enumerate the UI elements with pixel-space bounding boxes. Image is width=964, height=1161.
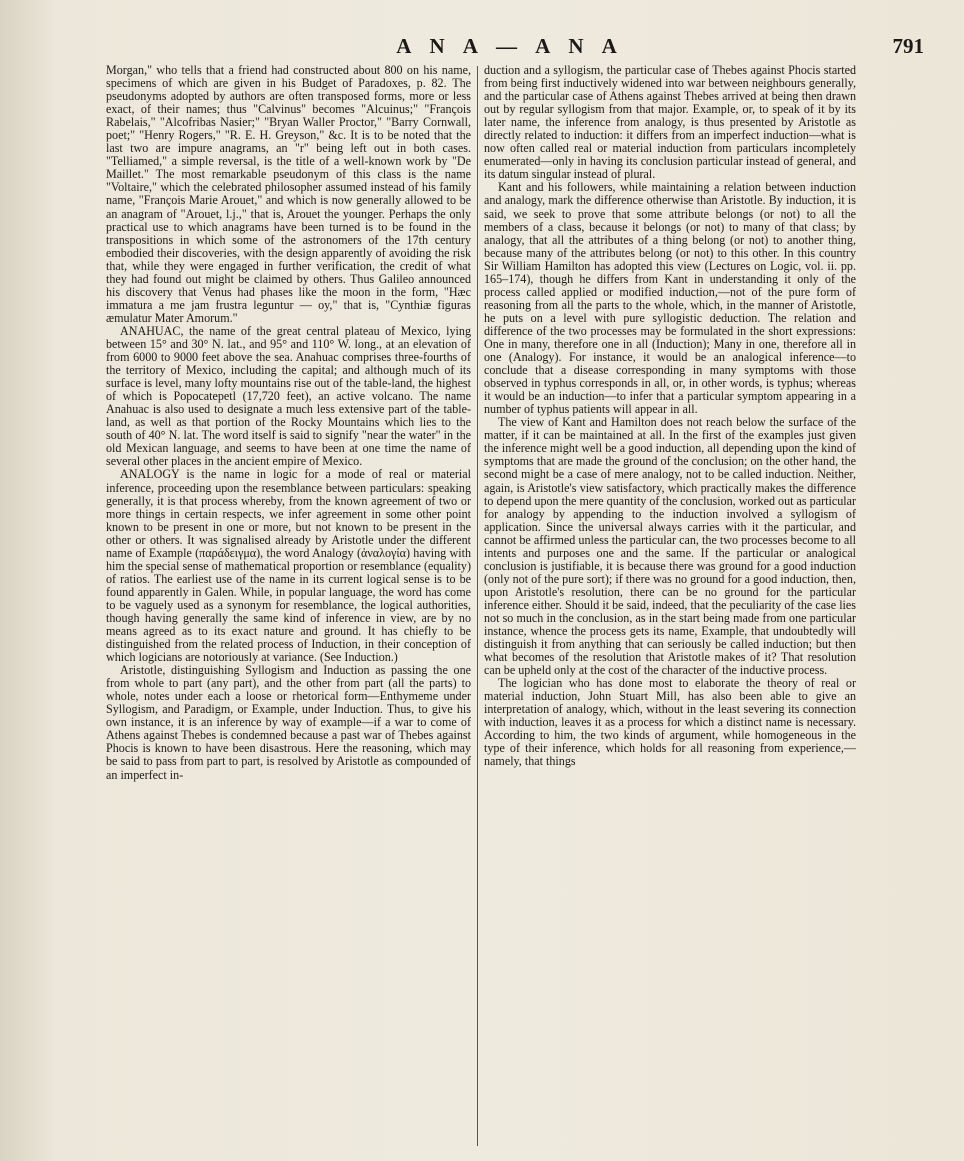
paragraph-induction-continued: duction and a syllogism, the particular case of Thebes against Phocis started from being first inductively widened into war between neighbours generally, and the particular case of Athens against Thebes arrived at being then drawn out by regular syllogism from that major. Example, or, to speak of it by its later name, the inference from analogy, is thus presented by Aristotle as directly related to induction: it differs from an imperfect induction—what is now often called real or material induction from particulars incompletely enumerated—only in having its conclusion particular instead of general, and its datum singular instead of plural.: [484, 64, 856, 182]
entry-analogy: ANALOGY is the name in logic for a mode of real or material inference, proceeding upon the resemblance between particulars: speaking generally, it is that process whereby, from the known agreement of two or more things in certain respects, we infer agreement in some other point known to be present in one or more, but not known to be present in the other or others. It was signalised already by Aristotle under the different name of Example (παράδειγμα), the word Analogy (ἀναλογία) having with him the special sense of mathematical proportion or resemblance (equality) of ratios. The earliest use of the name in its current logical sense is to be found apparently in Galen. While, in popular language, the word has come to be vaguely used as a synonym for resemblance, the logical authorities, though having generally the same kind of inference in view, are by no means agreed as to its exact nature and ground. It has chiefly to be distinguished from the related process of Induction, in their conception of which logicians are notoriously at variance. (See Induction.): [106, 467, 471, 665]
running-header: [96, 30, 924, 64]
column-divider: [477, 66, 478, 1146]
paragraph-kant-hamilton-view: The view of Kant and Hamilton does not reach below the surface of the matter, if it can be maintained at all. In the first of the examples just given the inference might well be a good induction, all depending upon the kind of symptoms that are made the ground of the conclusion; on the other hand, the second might be a case of mere analogy, not to be called induction. Neither, again, is Aristotle's view satisfactory, which practically makes the difference to depend upon the mere quantity of the conclusion, worked out as particular for analogy by appending to the induction involved a syllogism of application. Since the universal always carries with it the particular, and cannot be affirmed unless the particular can, the two processes become to all intents and purposes one and the same. If the particular or analogical conclusion is justifiable, it is because there was ground for a good induction (only not of the pure sort); if there was no ground for a good induction, then, upon Aristotle's resolution, there can be no ground for the particular inference either. Should it be said, indeed, that the peculiarity of the case lies not so much in the conclusion, as in the start being made from one particular instance, whence the process gets its name, Example, that undoubtedly will distinguish it from anything that can seriously be called induction; but then what becomes of the resolution that Aristotle makes of it? That resolution can be upheld only at the cost of the character of the inductive process.: [484, 415, 856, 678]
page-number: 791: [892, 34, 924, 58]
entry-anahuac: ANAHUAC, the name of the great central plateau of Mexico, lying between 15° and 30° N. lat., and 95° and 110° W. long., at an elevation of from 6000 to 9000 feet above the sea. Anahuac comprises three-fourths of the territory of Mexico, including the capital; and although much of its surface is level, many lofty mountains rise out of the table-land, the highest of which is Popocatepetl (17,720 feet), an active volcano. The name Anahuac is also used to designate a much less extensive part of the table-land, as well as that portion of the Rocky Mountains which lies to the south of 40° N. lat. The word itself is said to signify "near the water" in the old Mexican language, and seems to have been at one time the name of several other places in the ancient empire of Mexico.: [106, 323, 471, 469]
running-head-title: A N A — A N A: [396, 34, 624, 58]
right-column: [484, 64, 856, 1154]
paragraph-kant: Kant and his followers, while maintaining a relation between induction and analogy, mark the difference otherwise than Aristotle. By induction, it is said, we seek to prove that some attribute belongs (or not) to all the members of a class, because it belongs (or not) to many of that class; by analogy, that all the attributes of a thing belong (or not) to another thing, because many of the attributes belong (or not) to this other. In this country Sir William Hamilton has adopted this view (Lectures on Logic, vol. ii. pp. 165–174), though he differs from Kant in understanding it only of the process called applied or modified induction,—not of the pure form of reasoning from all the parts to the whole, which, in the manner of Aristotle, he puts on a level with pure syllogistic deduction. The relation and difference of the two processes may be formulated in the short expressions: One in many, therefore one in all (Induction); Many in one, therefore all in one (Analogy). For instance, it would be an analogical inference—to conclude that a disease corresponding in many symptoms with those observed in typhus corresponds in all, or, in other words, is typhus; whereas it would be an induction—to infer that a particular symptom appearing in a number of typhus patients will appear in all.: [484, 180, 856, 417]
paragraph-mill: The logician who has done most to elaborate the theory of real or material induction, John Stuart Mill, has also been able to give an interpretation of analogy, which, without in the least severing its connection with induction, leaves it as a process for which a distinct name is necessary. According to him, the two kinds of argument, while homogeneous in the type of their inference, which holds for all reasoning from experience,—namely, that things: [484, 676, 856, 769]
paragraph-anagram-continued: Morgan," who tells that a friend had constructed about 800 on his name, specimens of which are given in his Budget of Paradoxes, p. 82. The pseudonyms adopted by authors are often transposed forms, more or less exact, of their names; thus "Calvinus" becomes "Alcuinus;" "François Rabelais," "Alcofribas Nasier;" "Bryan Waller Proctor," "Barry Cornwall, poet;" "Henry Rogers," "R. E. H. Greyson," &c. It is to be noted that the last two are impure anagrams, an "r" being left out in both cases. "Telliamed," a simple reversal, is the title of a well-known work by "De Maillet." The most remarkable pseudonym of this class is the name "Voltaire," which the celebrated philosopher assumed instead of his family name, "François Marie Arouet," and which is now generally allowed to be an anagram of "Arouet, l.j.," that is, Arouet the younger. Perhaps the only practical use to which anagrams have been turned is to be found in the transpositions in which some of the astronomers of the 17th century embodied their discoveries, with the design apparently of avoiding the risk that, while they were engaged in further verification, the credit of what they had found out might be claimed by others. Thus Galileo announced his discovery that Venus had phases like the moon in the form, "Hæc immatura a me jam frustra leguntur — oy," that is, "Cynthiæ figuras æmulatur Mater Amorum.": [106, 64, 471, 325]
paragraph-aristotle: Aristotle, distinguishing Syllogism and Induction as passing the one from whole to part (any part), and the other from part (all the parts) to whole, notes under each a loose or rhetorical form—Enthymeme under Syllogism, and Paradigm, or Example, under Induction. Thus, to give his own instance, it is an inference by way of example—if a war to come of Athens against Thebes is condemned because a past war of Thebes against Phocis is known to have been disastrous. Here the reasoning, which may be said to pass from part to part, is resolved by Aristotle as compounded of an imperfect in-: [106, 663, 471, 782]
left-column: [106, 64, 471, 1154]
